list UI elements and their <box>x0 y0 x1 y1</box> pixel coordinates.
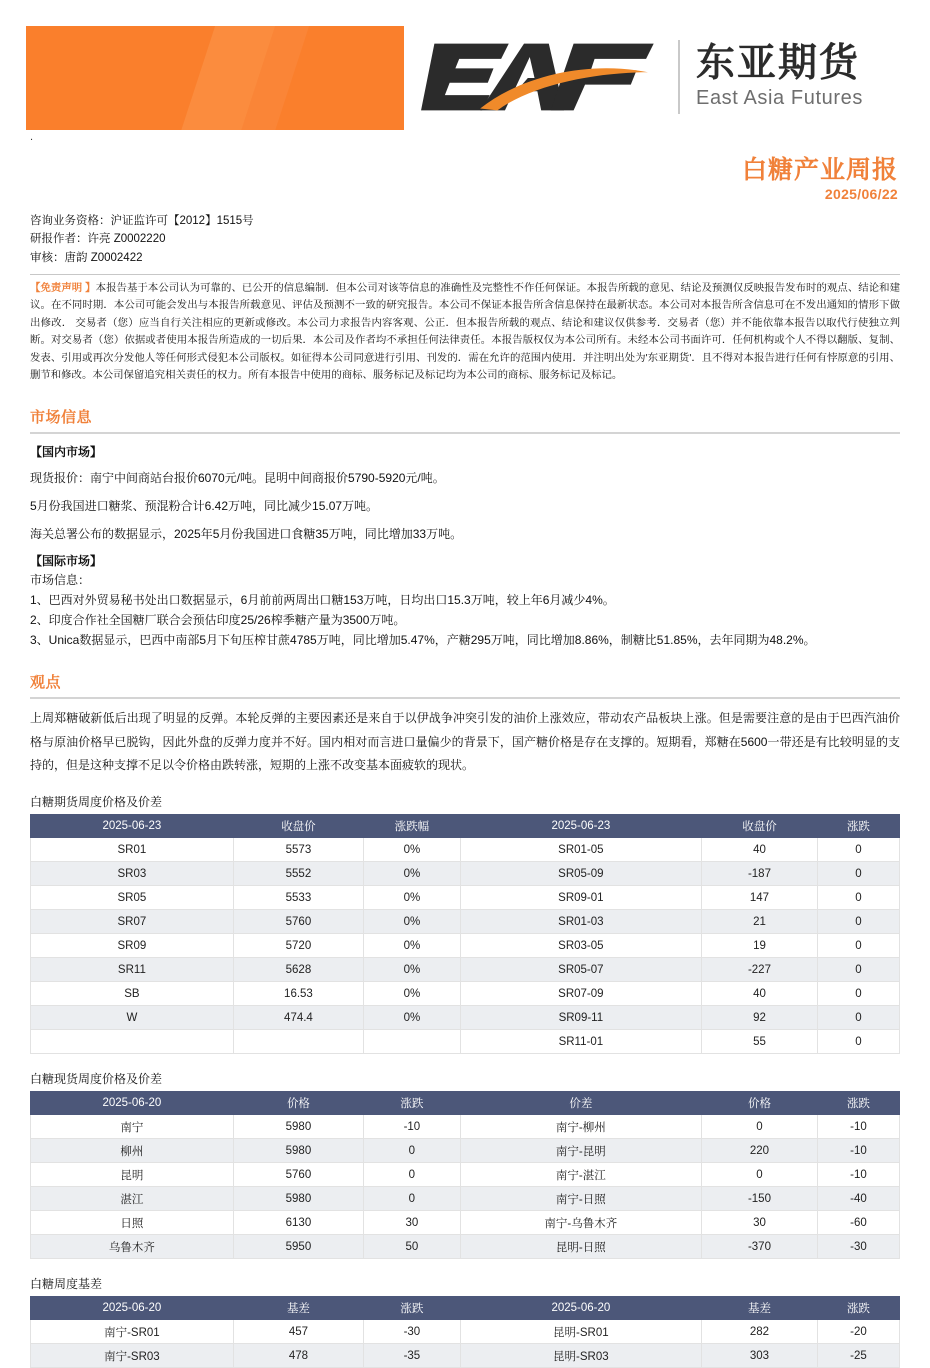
table-header-row <box>31 815 900 838</box>
domestic-line-1: 现货报价：南宁中间商站台报价6070元/吨。昆明中间商报价5790-5920元/吨。 <box>30 471 445 486</box>
col-header: 价格 <box>702 1092 818 1115</box>
table-row <box>31 1320 900 1344</box>
col-header: 基差 <box>233 1297 363 1320</box>
cell: SR01-03 <box>460 910 701 934</box>
col-header: 价差 <box>460 1092 701 1115</box>
cell: 220 <box>702 1139 818 1163</box>
domestic-market-heading: 【国内市场】 <box>30 445 103 460</box>
company-name-cn: 东亚期货 <box>696 42 861 86</box>
page-header <box>0 0 930 143</box>
col-header: 涨跌 <box>817 1297 899 1320</box>
cell: 湛江 <box>31 1187 234 1211</box>
cell: -150 <box>702 1187 818 1211</box>
table-row <box>31 838 900 862</box>
cell: 0 <box>364 1163 461 1187</box>
cell: 5980 <box>233 1139 363 1163</box>
table-row <box>31 886 900 910</box>
cell: SR03-05 <box>460 934 701 958</box>
cell: SR05-07 <box>460 958 701 982</box>
cell: 0 <box>817 934 899 958</box>
cell: -187 <box>702 862 818 886</box>
cell: SR01 <box>31 838 234 862</box>
futures-price-table-wrap <box>30 793 900 1054</box>
report-date: 2025/06/22 <box>824 185 898 202</box>
cell: 5573 <box>233 838 363 862</box>
disclaimer-text: 本报告基于本公司认为可靠的、已公开的信息编制．但本公司对该等信息的准确性及完整性不作任何保证。本报告所载的意见、结论及预测仅反映报告发布时的观点、结论和建议。在不同时期．本公司可能会发出与本报告所载意见、评估及预测不一致的研究报告。本公司不保证本报告所含信息保持在最新状态。本公司对本报告所含信息可在不发出通知的情形下做出修改． 交易者（您）应当自行关注相应的更新或修改。本公司力求报告内容客观、公正．但本报告所载的观点、结论和建议仅供参考．交易者（您）并不能依靠本报告以取代行使独立判断。对交易者（您）依据或者使用本报告所造成的一切后果．本公司及作者均不承担任何法律责任。本报告版权仅为本公司所有。未经本公司书面许可．任何机构或个人不得以翻版、复制、发表、引用或再次分发他人等任何形式侵犯本公司版权。如征得本公司同意进行引用、刊发的．需在允许的范围内使用．并注明出处为'东亚期货'．且不得对本报告进行任何有悖原意的引用、删节和修改。本公司保留追究相关责任的权力。所有本报告中使用的商标、服务标记及标记均为本公司的商标、服务标记及标记。 <box>30 282 901 381</box>
col-header: 收盘价 <box>233 815 363 838</box>
cell: 5980 <box>233 1187 363 1211</box>
table-row <box>31 982 900 1006</box>
table-row <box>31 958 900 982</box>
cell: 0% <box>364 982 461 1006</box>
cell: 147 <box>702 886 818 910</box>
table-row <box>31 1187 900 1211</box>
cell: 5980 <box>233 1115 363 1139</box>
cell: 474.4 <box>233 1006 363 1030</box>
stray-dot: . <box>30 131 34 143</box>
futures-table-caption: 白糖期货周度价格及价差 <box>30 795 163 810</box>
table-row <box>31 1344 900 1368</box>
international-market-heading: 【国际市场】 <box>30 554 103 569</box>
company-name-en: East Asia Futures <box>696 86 863 109</box>
cell: 0% <box>364 910 461 934</box>
col-header: 2025-06-23 <box>460 815 701 838</box>
cell: 0 <box>817 958 899 982</box>
spot-price-table <box>30 1091 900 1259</box>
cell: 昆明 <box>31 1163 234 1187</box>
col-header: 涨跌 <box>364 1297 461 1320</box>
cell: 0 <box>702 1115 818 1139</box>
col-header: 2025-06-23 <box>31 815 234 838</box>
report-meta <box>30 212 930 268</box>
cell: SB <box>31 982 234 1006</box>
cell: 282 <box>702 1320 818 1344</box>
cell: 南宁-SR03 <box>31 1344 234 1368</box>
cell <box>364 1030 461 1054</box>
viewpoint-heading: 观点 <box>30 671 900 699</box>
cell: 40 <box>702 982 818 1006</box>
cell: -35 <box>364 1344 461 1368</box>
futures-price-table <box>30 814 900 1054</box>
cell: 0 <box>702 1163 818 1187</box>
table-row <box>31 1115 900 1139</box>
cell: 南宁-SR01 <box>31 1320 234 1344</box>
table-row <box>31 1139 900 1163</box>
cell: 5950 <box>233 1235 363 1259</box>
cell: SR05 <box>31 886 234 910</box>
cell: -40 <box>817 1187 899 1211</box>
col-header: 涨跌 <box>817 815 899 838</box>
disclaimer-block <box>30 274 900 385</box>
cell: SR11 <box>31 958 234 982</box>
cell: 昆明-SR03 <box>460 1344 701 1368</box>
cell: 16.53 <box>233 982 363 1006</box>
meta-reviewer: 审核：唐韵 Z0002422 <box>30 252 143 264</box>
cell: 5552 <box>233 862 363 886</box>
cell: SR05-09 <box>460 862 701 886</box>
table-row <box>31 1006 900 1030</box>
international-line-2: 2、印度合作社全国糖厂联合会预估印度25/26榨季糖产量为3500万吨。 <box>30 613 406 628</box>
logo-divider <box>678 40 680 114</box>
cell: W <box>31 1006 234 1030</box>
cell: 19 <box>702 934 818 958</box>
cell: SR09-11 <box>460 1006 701 1030</box>
eaf-logomark-icon <box>420 36 670 118</box>
col-header: 涨跌 <box>364 1092 461 1115</box>
cell: 30 <box>702 1211 818 1235</box>
table-row <box>31 1030 900 1054</box>
international-line-1: 1、巴西对外贸易秘书处出口数据显示，6月前前两周出口糖153万吨，日均出口15.3万吨，较上年6月减少4%。 <box>30 593 615 608</box>
cell: 南宁-柳州 <box>460 1115 701 1139</box>
col-header: 2025-06-20 <box>31 1092 234 1115</box>
cell <box>31 1030 234 1054</box>
cell: -227 <box>702 958 818 982</box>
cell: 南宁-湛江 <box>460 1163 701 1187</box>
company-logo <box>420 27 863 127</box>
cell: 40 <box>702 838 818 862</box>
cell: -10 <box>817 1115 899 1139</box>
cell: 5760 <box>233 910 363 934</box>
cell: 0% <box>364 886 461 910</box>
col-header: 涨跌 <box>817 1092 899 1115</box>
basis-table-wrap <box>30 1275 900 1368</box>
cell: SR11-01 <box>460 1030 701 1054</box>
cell: 478 <box>233 1344 363 1368</box>
cell: SR09-01 <box>460 886 701 910</box>
disclaimer-tag: 【免责声明 】 <box>30 282 96 294</box>
cell: 0 <box>817 910 899 934</box>
spot-table-caption: 白糖现货周度价格及价差 <box>30 1072 163 1087</box>
cell: 0% <box>364 862 461 886</box>
basis-table <box>30 1296 900 1368</box>
cell: 0% <box>364 838 461 862</box>
page-title: 白糖产业周报 <box>741 156 898 184</box>
col-header: 涨跌幅 <box>364 815 461 838</box>
table-row <box>31 1211 900 1235</box>
table-header-row <box>31 1092 900 1115</box>
col-header: 收盘价 <box>702 815 818 838</box>
cell: 0 <box>817 862 899 886</box>
cell: SR07 <box>31 910 234 934</box>
cell: 55 <box>702 1030 818 1054</box>
cell: -25 <box>817 1344 899 1368</box>
basis-table-caption: 白糖周度基差 <box>30 1277 103 1292</box>
market-info-section <box>30 406 900 649</box>
table-row <box>31 862 900 886</box>
cell: -20 <box>817 1320 899 1344</box>
cell: 30 <box>364 1211 461 1235</box>
international-label: 市场信息： <box>30 573 91 588</box>
cell <box>233 1030 363 1054</box>
title-block <box>0 156 930 202</box>
cell: 乌鲁木齐 <box>31 1235 234 1259</box>
cell: 21 <box>702 910 818 934</box>
meta-author: 研报作者：许亮 Z0002220 <box>30 233 166 246</box>
cell: -60 <box>817 1211 899 1235</box>
cell: 6130 <box>233 1211 363 1235</box>
viewpoint-section <box>30 671 900 777</box>
cell: 0% <box>364 1006 461 1030</box>
cell: 0% <box>364 958 461 982</box>
cell: SR03 <box>31 862 234 886</box>
col-header: 2025-06-20 <box>31 1297 234 1320</box>
cell: 0 <box>364 1139 461 1163</box>
cell: 0 <box>817 1030 899 1054</box>
table-header-row <box>31 1297 900 1320</box>
domestic-line-2: 5月份我国进口糖浆、预混粉合计6.42万吨，同比减少15.07万吨。 <box>30 499 379 514</box>
cell: 南宁-乌鲁木齐 <box>460 1211 701 1235</box>
cell: SR01-05 <box>460 838 701 862</box>
meta-qualification: 咨询业务资格：沪证监许可【2012】1515号 <box>30 214 254 227</box>
cell: 92 <box>702 1006 818 1030</box>
cell: 0 <box>817 886 899 910</box>
cell: 50 <box>364 1235 461 1259</box>
table-row <box>31 910 900 934</box>
cell: 南宁-昆明 <box>460 1139 701 1163</box>
cell: 0 <box>817 1006 899 1030</box>
cell: 柳州 <box>31 1139 234 1163</box>
table-row <box>31 934 900 958</box>
cell: 0 <box>817 838 899 862</box>
market-info-heading: 市场信息 <box>30 406 900 434</box>
spot-price-table-wrap <box>30 1070 900 1259</box>
international-line-3: 3、Unica数据显示，巴西中南部5月下旬压榨甘蔗4785万吨，同比增加5.47%，产糖295万吨，同比增加8.86%，制糖比51.85%，去年同期为48.2%。 <box>30 633 816 648</box>
cell: -10 <box>364 1115 461 1139</box>
col-header: 2025-06-20 <box>460 1297 701 1320</box>
cell: 303 <box>702 1344 818 1368</box>
cell: -10 <box>817 1139 899 1163</box>
cell: 南宁-日照 <box>460 1187 701 1211</box>
cell: 5720 <box>233 934 363 958</box>
domestic-line-3: 海关总署公布的数据显示，2025年5月份我国进口食糖35万吨，同比增加33万吨。 <box>30 526 463 541</box>
cell: 南宁 <box>31 1115 234 1139</box>
cell: -370 <box>702 1235 818 1259</box>
col-header: 价格 <box>233 1092 363 1115</box>
cell: 5533 <box>233 886 363 910</box>
cell: 昆明-SR01 <box>460 1320 701 1344</box>
international-lines <box>30 571 900 649</box>
cell: 昆明-日照 <box>460 1235 701 1259</box>
cell: 5760 <box>233 1163 363 1187</box>
cell: SR09 <box>31 934 234 958</box>
table-row <box>31 1163 900 1187</box>
col-header: 基差 <box>702 1297 818 1320</box>
cell: SR07-09 <box>460 982 701 1006</box>
cell: 日照 <box>31 1211 234 1235</box>
cell: 0% <box>364 934 461 958</box>
viewpoint-text: 上周郑糖破新低后出现了明显的反弹。本轮反弹的主要因素还是来自于以伊战争冲突引发的油价上涨效应，带动农产品板块上涨。但是需要注意的是由于巴西汽油价格与原油价格早已脱钩，因此外盘的反弹力度并不好。国内相对而言进口量偏少的背景下，国产糖价格是存在支撑的。短期看，郑糖在5600一带还是有比较明显的支持的，但是这种支撑不足以令价格由跌转涨，短期的上涨不改变基本面疲软的现状。 <box>30 711 900 772</box>
cell: 0 <box>817 982 899 1006</box>
cell: 457 <box>233 1320 363 1344</box>
orange-banner <box>26 26 404 130</box>
table-row <box>31 1235 900 1259</box>
cell: 0 <box>364 1187 461 1211</box>
cell: -30 <box>364 1320 461 1344</box>
cell: 5628 <box>233 958 363 982</box>
cell: -30 <box>817 1235 899 1259</box>
cell: -10 <box>817 1163 899 1187</box>
